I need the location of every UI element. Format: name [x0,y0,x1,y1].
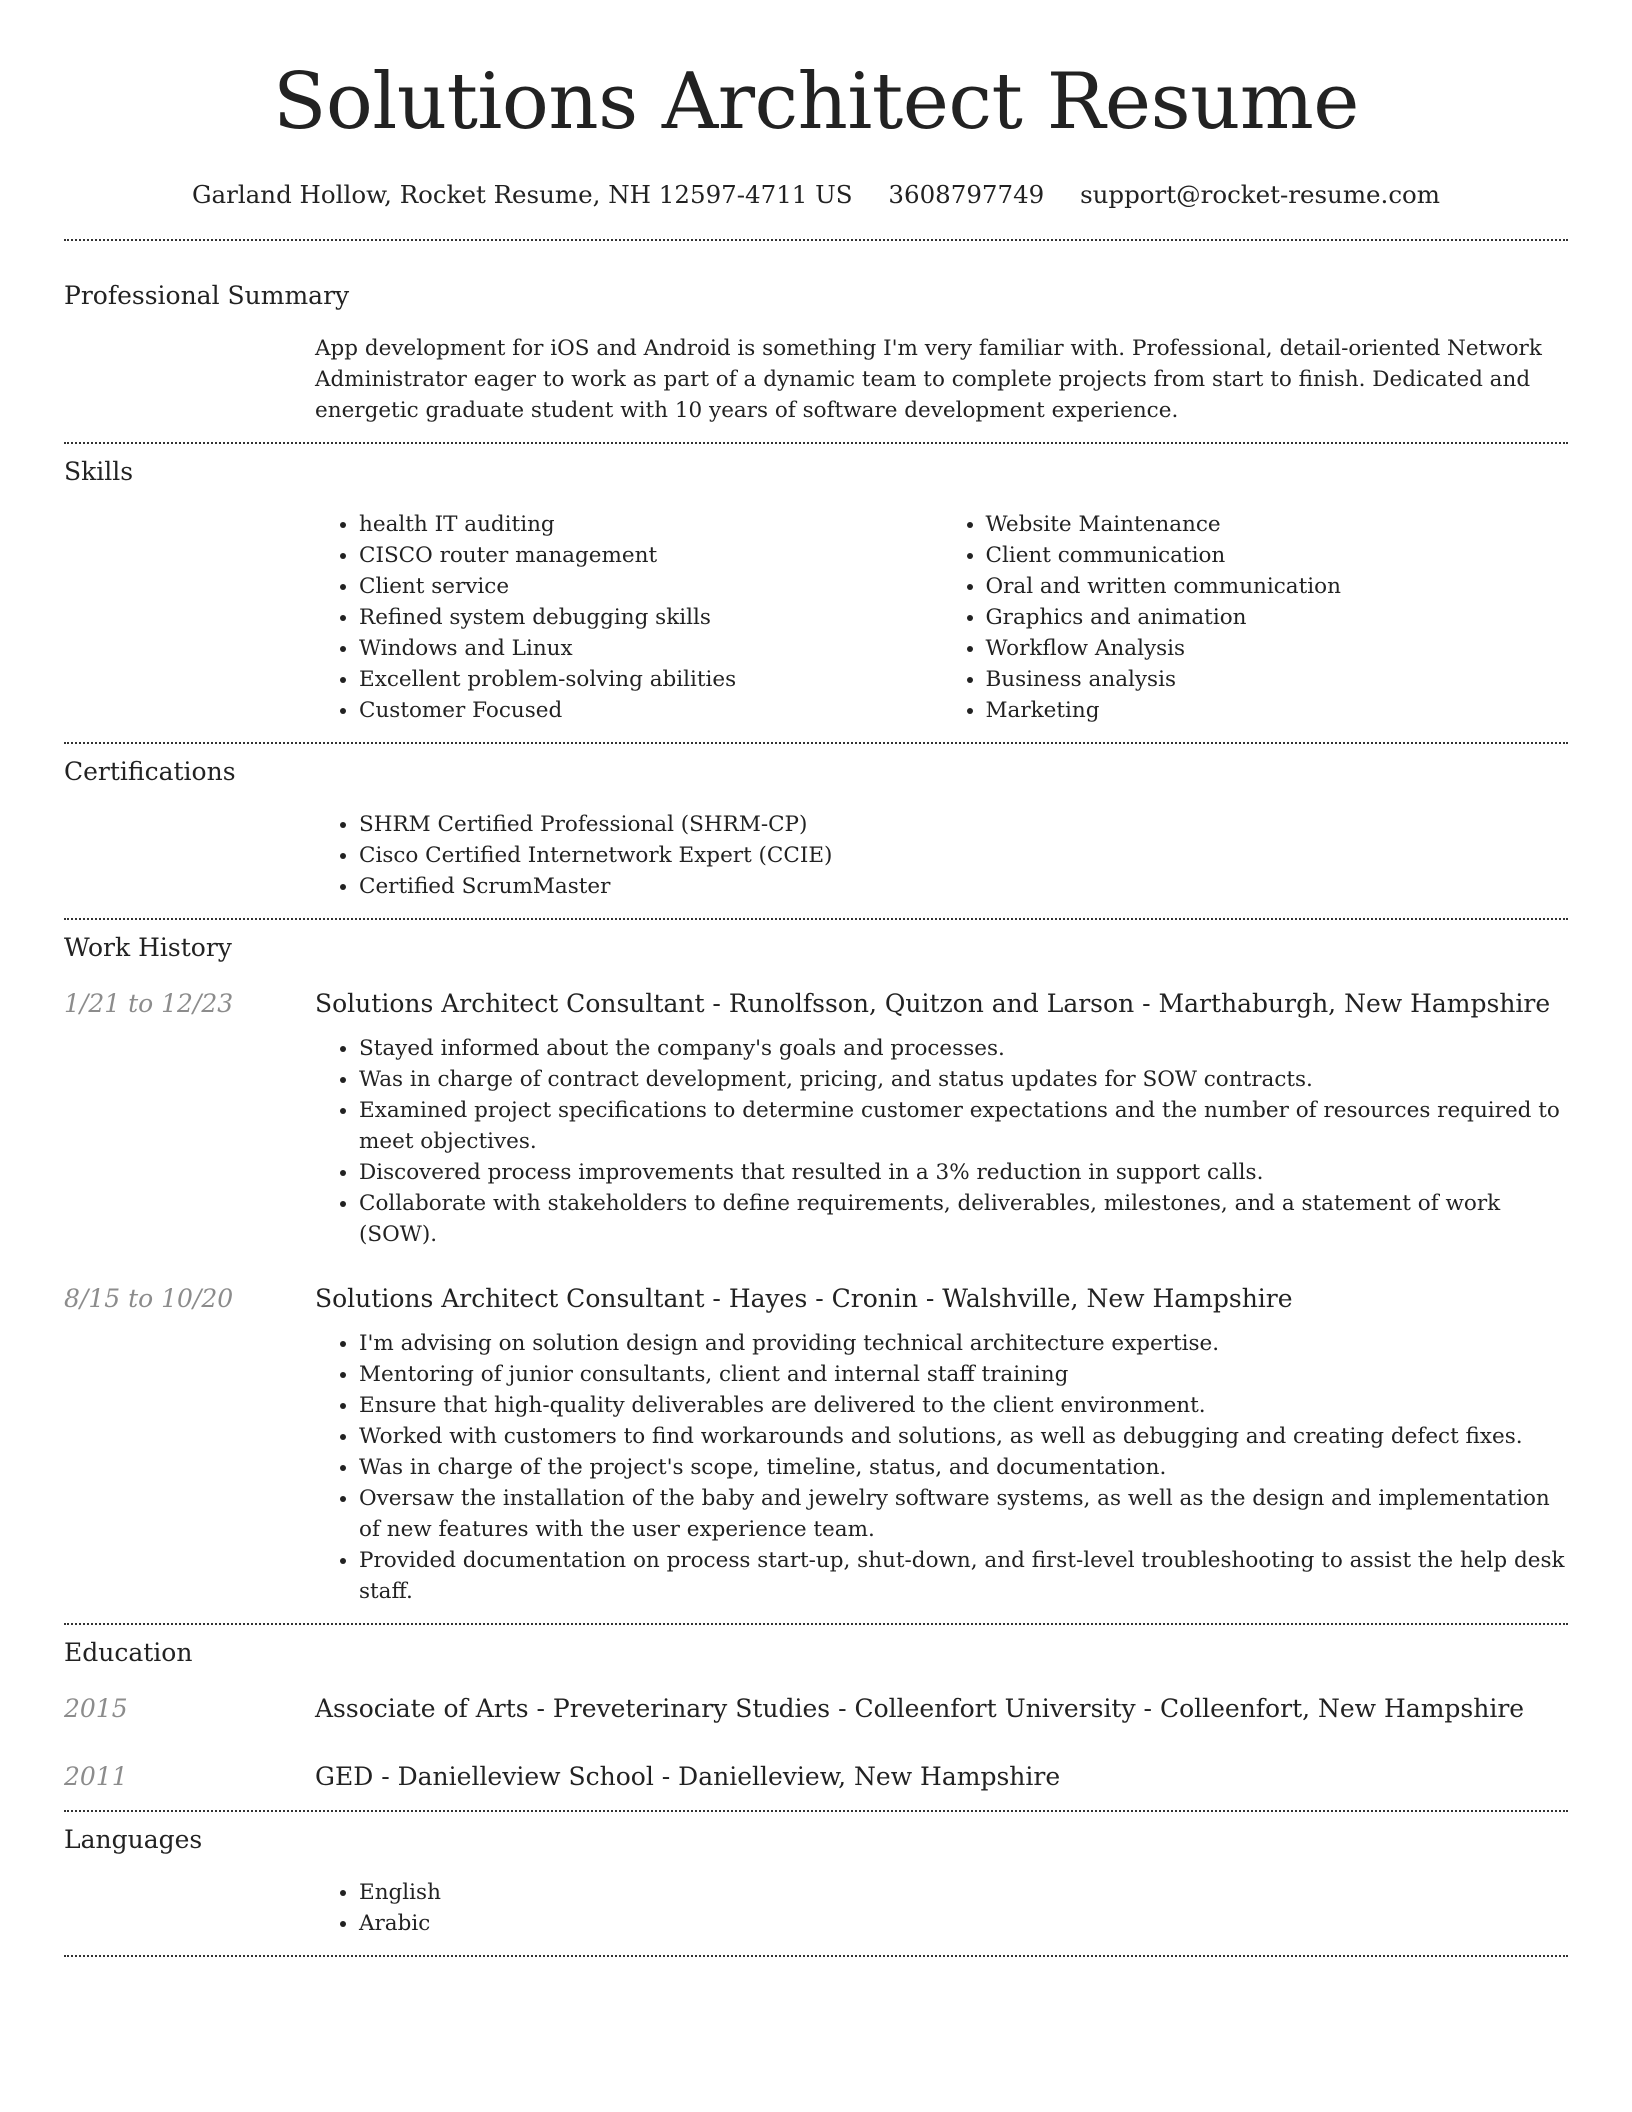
job-dates: 8/15 to 10/20 [64,1284,234,1313]
job-bullet: • Discovered process improvements that resulted in a 3% reduction in support calls. [359,1157,1568,1188]
job-bullet: • Worked with customers to find workarounds and solutions, as well as debugging and creating defect fixes. [359,1421,1568,1452]
job-bullet: • Ensure that high-quality deliverables are delivered to the client environment. [359,1390,1568,1421]
skills-list-right [942,509,1569,726]
job-title: Solutions Architect Consultant - Hayes - Cronin - Walshville, New Hampshire [315,1284,1293,1313]
job-dates: 1/21 to 12/23 [64,989,234,1018]
education-year: 2015 [64,1694,128,1723]
skill-item: • Graphics and animation [986,602,1569,633]
education-year: 2011 [64,1762,128,1791]
job-bullet: • Was in charge of contract development, pricing, and status updates for SOW contracts. [359,1064,1568,1095]
certification-item: • Cisco Certified Internetwork Expert (CCIE) [359,840,1568,871]
education-section [64,1625,1568,1794]
skill-item: • Business analysis [986,664,1569,695]
certifications-content [315,809,1568,902]
job-bullets [315,1328,1568,1607]
skill-item: • CISCO router management [359,540,942,571]
skill-item: • Marketing [986,695,1569,726]
certification-item: • Certified ScrumMaster [359,871,1568,902]
contact-phone: 3608797749 [888,180,1045,209]
certifications-list [315,809,1568,902]
languages-content [315,1877,1568,1939]
job-title: Solutions Architect Consultant - Runolfsson, Quitzon and Larson - Marthaburgh, New Hampshire [315,989,1551,1018]
skills-heading: Skills [64,457,134,486]
skill-item: • Client communication [986,540,1569,571]
job-bullet: • Collaborate with stakeholders to define requirements, deliverables, milestones, and a statement of work (SOW). [359,1188,1568,1250]
summary-text: App development for iOS and Android is something I'm very familiar with. Professional, detail-oriented Network Administrator eager to work as part of a dynamic team to complete projects from start to finish. Dedicated and energetic graduate student with 10 years of software development experience. [315,336,1542,423]
job-bullet: • I'm advising on solution design and providing technical architecture expertise. [359,1328,1568,1359]
job-bullet: • Mentoring of junior consultants, client and internal staff training [359,1359,1568,1390]
languages-section [64,1812,1568,1939]
divider [64,1955,1568,1957]
certifications-heading: Certifications [64,757,236,786]
languages-list [315,1877,1568,1939]
job-bullet: • Was in charge of the project's scope, timeline, status, and documentation. [359,1452,1568,1483]
summary-section [64,241,1568,426]
job-bullet: • Oversaw the installation of the baby and jewelry software systems, as well as the design and implementation of new features with the user experience team. [359,1483,1568,1545]
contact-email: support@rocket-resume.com [1080,180,1441,209]
skill-item: • Windows and Linux [359,633,942,664]
education-entry [64,1760,1568,1794]
contact-address: Garland Hollow, Rocket Resume, NH 12597-4711 US [191,180,853,209]
certification-item: • SHRM Certified Professional (SHRM-CP) [359,809,1568,840]
job-bullets [315,1033,1568,1250]
certifications-section [64,744,1568,902]
work-heading: Work History [64,933,232,962]
language-item: • Arabic [359,1908,1568,1939]
skills-list-left [315,509,942,726]
job-bullet: • Examined project specifications to determine customer expectations and the number of resources required to meet objectives. [359,1095,1568,1157]
education-title: GED - Danielleview School - Danielleview, New Hampshire [315,1762,1061,1791]
skill-item: • Client service [359,571,942,602]
job-entry [64,987,1568,1021]
skills-columns [315,509,1568,726]
languages-heading: Languages [64,1825,203,1854]
contact-line [64,178,1568,212]
work-section [64,920,1568,1607]
resume-header [64,0,1568,212]
summary-heading: Professional Summary [64,281,350,310]
skill-item: • Website Maintenance [986,509,1569,540]
job-bullet: • Provided documentation on process start-up, shut-down, and first-level troubleshooting to assist the help desk staff. [359,1545,1568,1607]
resume-title: Solutions Architect Resume [273,57,1359,147]
language-item: • English [359,1877,1568,1908]
job-bullet: • Stayed informed about the company's goals and processes. [359,1033,1568,1064]
skill-item: • health IT auditing [359,509,942,540]
job-entry [64,1282,1568,1316]
skills-section [64,444,1568,726]
skill-item: • Oral and written communication [986,571,1569,602]
education-title: Associate of Arts - Preveterinary Studies - Colleenfort University - Colleenfort, New Hampshire [315,1694,1525,1723]
education-entry [64,1692,1568,1726]
resume-page [64,0,1568,1957]
skill-item: • Excellent problem-solving abilities [359,664,942,695]
education-heading: Education [64,1638,193,1667]
skill-item: • Refined system debugging skills [359,602,942,633]
skill-item: • Workflow Analysis [986,633,1569,664]
skill-item: • Customer Focused [359,695,942,726]
